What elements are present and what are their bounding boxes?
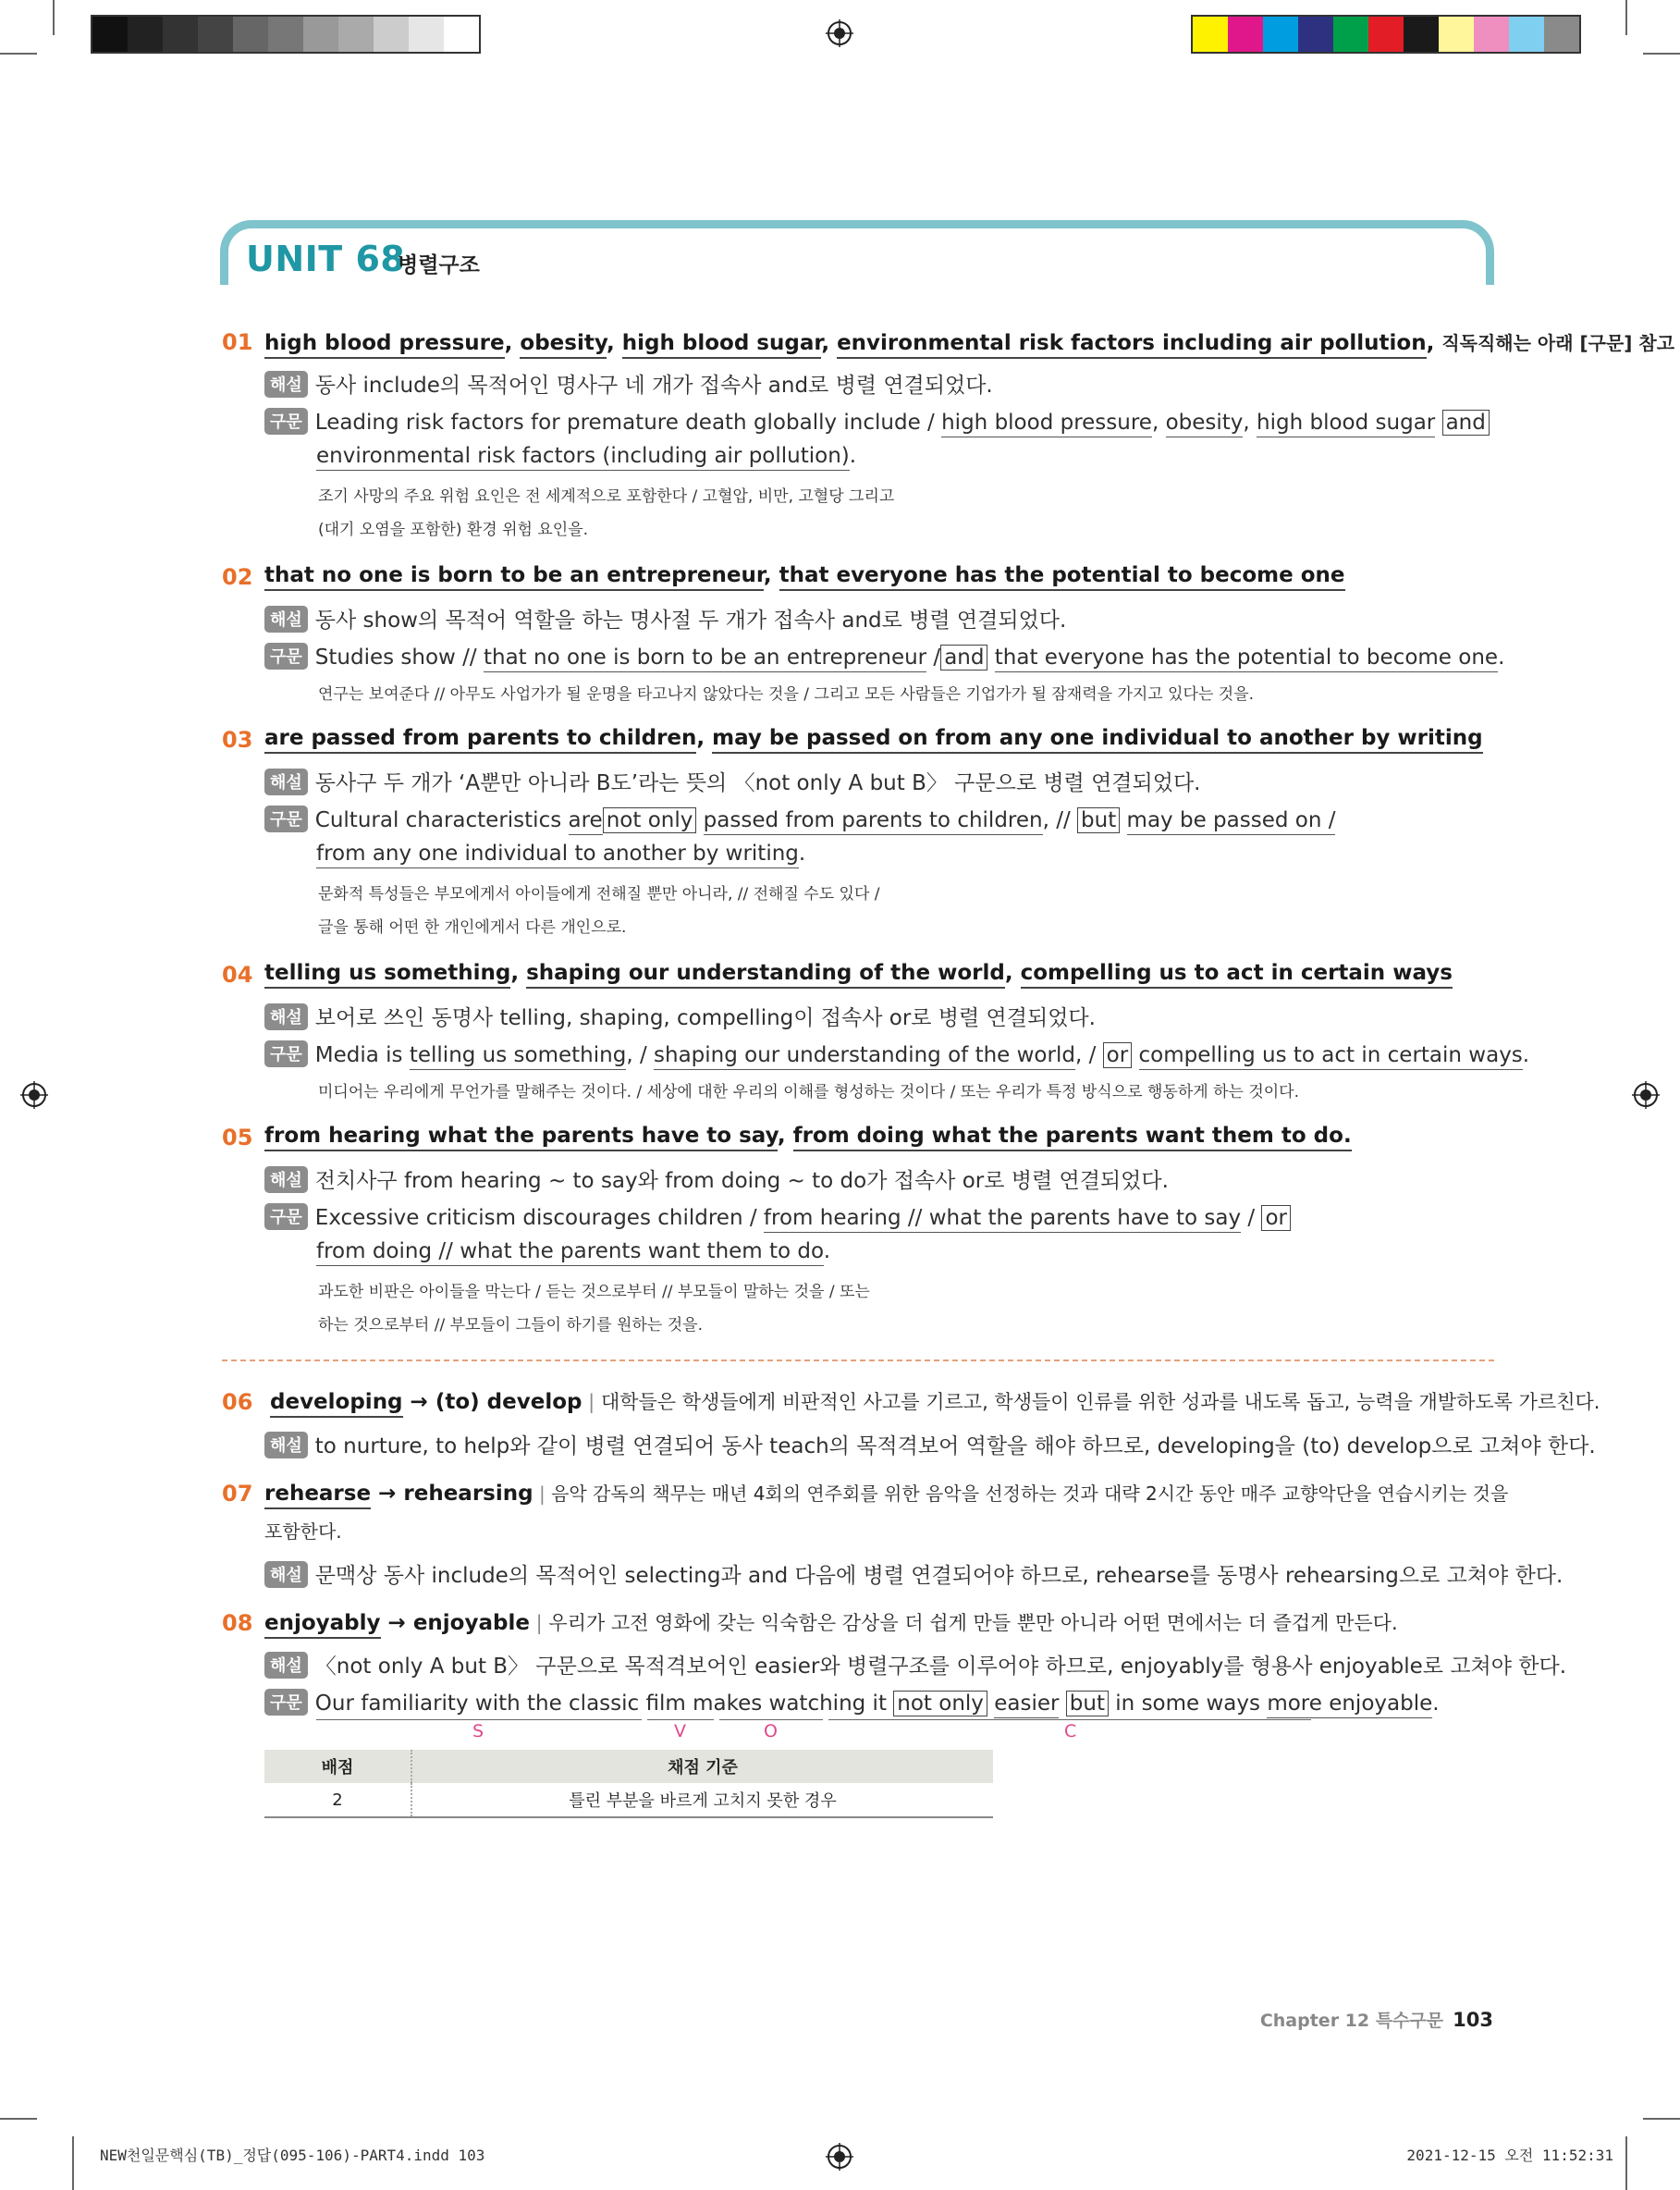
object-underline [719,1719,823,1720]
unit-title: UNIT 68 [246,239,406,279]
answer-line: from hearing what the parents have to say, from doing what the parents want them to do. [264,1124,1352,1148]
crop-mark [0,53,37,55]
item-number: 05 [222,1125,253,1150]
translation: 과도한 비판은 아이들을 막는다 / 듣는 것으로부터 // 부모들이 말하는 것을 / 또는 [318,1283,870,1301]
explanation-line: 해설 동사 show의 목적어 역할을 하는 명사절 두 개가 접속사 and로 병렬 연결되었다. [264,603,1066,634]
svoc-label: C [1064,1721,1077,1741]
item-number: 02 [222,564,253,590]
crop-mark [1625,2136,1627,2190]
registration-mark-icon [20,1081,48,1109]
crop-mark [72,2136,74,2190]
translation: 문화적 특성들은 부모에게서 아이들에게 전해질 뿐만 아니라, // 전해질 수도 있다 / [318,885,880,904]
syntax-line-cont: from doing // what the parents want them to do. [316,1239,830,1263]
item-number: 03 [222,727,253,753]
table-cell: 틀린 부분을 바르게 고치지 못한 경우 [411,1783,993,1817]
file-slug: NEW천일문핵심(TB)_정답(095-106)-PART4.indd 103 [100,2147,485,2164]
translation: 미디어는 우리에게 무언가를 말해주는 것이다. / 세상에 대한 우리의 이해를 형성하는 것이다 / 또는 우리가 특정 방식으로 행동하게 하는 것이다. [318,1083,1299,1101]
crop-mark [1643,53,1680,55]
explanation-line: 해설 전치사구 from hearing ~ to say와 from doing ~ to do가 접속사 or로 병렬 연결되었다. [264,1163,1169,1194]
answer-line: that no one is born to be an entrepreneur, that everyone has the potential to become one [264,563,1345,587]
item-number: 07 [222,1481,253,1507]
grayscale-swatches [91,15,481,54]
crop-mark [0,2118,37,2120]
table-cell: 2 [264,1783,411,1817]
svoc-label: V [674,1721,686,1741]
table-header: 배점 [264,1750,411,1783]
registration-mark-icon [1632,1081,1660,1109]
crop-mark [53,0,55,35]
explanation-line: 해설 동사 include의 목적어인 명사구 네 개가 접속사 and로 병렬 연결되었다. [264,368,993,399]
subject-underline [316,1719,642,1720]
item-number: 08 [222,1610,253,1636]
crop-mark [1643,2118,1680,2120]
explanation-line: 해설 문맥상 동사 include의 목적어인 selecting과 and 다음에 병렬 연결되어야 하므로, rehearse를 동명사 rehearsing으로 고쳐야 한다. [264,1558,1563,1589]
registration-mark-icon [826,19,853,47]
item-number: 04 [222,962,253,988]
translation: 조기 사망의 주요 위험 요인은 전 세계적으로 포함한다 / 고혈압, 비만, 고혈당 그리고 [318,487,895,506]
complement-underline [828,1719,1311,1720]
table-header: 채점 기준 [411,1750,993,1783]
syntax-line-cont: environmental risk factors (including air pollution). [316,444,856,468]
answer-line: are passed from parents to children, may be passed on from any one individual to another by writing [264,726,1483,750]
syntax-line: 구문 Leading risk factors for premature death globally include / high blood pressure, obesity, high blood sugar and [264,408,1490,435]
item-number: 01 [222,329,253,355]
section-divider [222,1360,1494,1361]
page-footer: Chapter 12 특수구문 103 [1259,2009,1493,2031]
verb-underline [647,1719,714,1720]
syntax-line: 구문 Excessive criticism discourages children / from hearing // what the parents have to say / or [264,1203,1291,1230]
registration-mark-icon [826,2143,853,2171]
svoc-label: S [472,1721,484,1741]
date-slug: 2021-12-15 오전 11:52:31 [1406,2147,1613,2164]
correction-line-cont: 포함한다. [264,1520,342,1543]
translation: 하는 것으로부터 // 부모들이 그들이 하기를 원하는 것을. [318,1316,703,1335]
correction-line: rehearse → rehearsing | 음악 감독의 책무는 매년 4회의 연주회를 위한 음악을 선정하는 것과 대략 2시간 동안 매주 교향악단을 연습시키는 것을 [264,1479,1508,1506]
correction-line: developing → (to) develop | 대학들은 학생들에게 비판적인 사고를 기르고, 학생들이 인류를 위한 성과를 내도록 돕고, 능력을 개발하도록 가르친다. [270,1387,1600,1415]
translation: 글을 통해 어떤 한 개인에게서 다른 개인으로. [318,918,627,937]
syntax-line-cont: from any one individual to another by writing. [316,842,805,866]
unit-subtitle: 병렬구조 [398,253,480,277]
item-number: 06 [222,1389,253,1415]
answer-line: telling us something, shaping our understanding of the world, compelling us to act in certain ways [264,961,1453,985]
scoring-table [264,1750,993,1818]
syntax-line: 구문 Studies show // that no one is born to be an entrepreneur / and that everyone has the potential to become one. [264,643,1504,670]
translation: (대기 오염을 포함한) 환경 위험 요인을. [318,521,589,539]
explanation-line: 해설 〈not only A but B〉 구문으로 목적격보어인 easier와 병렬구조를 이루어야 하므로, enjoyably를 형용사 enjoyable로 고쳐야 한다. [264,1649,1566,1679]
syntax-line: 구문 Media is telling us something, / shaping our understanding of the world, / or compelling us to act in certain ways. [264,1040,1529,1067]
answer-line: high blood pressure, obesity, high blood sugar, environmental risk factors including air pollution, 직독직해는 아래 [구문] 참고 [264,328,1674,355]
explanation-line: 해설 동사구 두 개가 ‘A뿐만 아니라 B도’라는 뜻의 〈not only A but B〉 구문으로 병렬 연결되었다. [264,766,1201,796]
explanation-line: 해설 to nurture, to help와 같이 병렬 연결되어 동사 teach의 목적격보어 역할을 해야 하므로, developing을 (to) develop으로 고쳐야 한다. [264,1429,1596,1459]
syntax-line: 구문 Our familiarity with the classic film makes watching it not only easier but in some ways more enjoyable. [264,1689,1440,1716]
color-swatches [1191,15,1581,54]
crop-mark [1625,0,1627,35]
svoc-label: O [764,1721,778,1741]
syntax-line: 구문 Cultural characteristics are not only passed from parents to children, // but may be passed on / [264,806,1335,832]
correction-line: enjoyably → enjoyable | 우리가 고전 영화에 갖는 익숙함은 감상을 더 쉽게 만들 뿐만 아니라 어떤 면에서는 더 즐겁게 만든다. [264,1608,1398,1636]
explanation-line: 해설 보어로 쓰인 동명사 telling, shaping, compelling이 접속사 or로 병렬 연결되었다. [264,1001,1096,1031]
translation: 연구는 보여준다 // 아무도 사업가가 될 운명을 타고나지 않았다는 것을 / 그리고 모든 사람들은 기업가가 될 잠재력을 가지고 있다는 것을. [318,685,1255,704]
table-row [264,1783,993,1817]
